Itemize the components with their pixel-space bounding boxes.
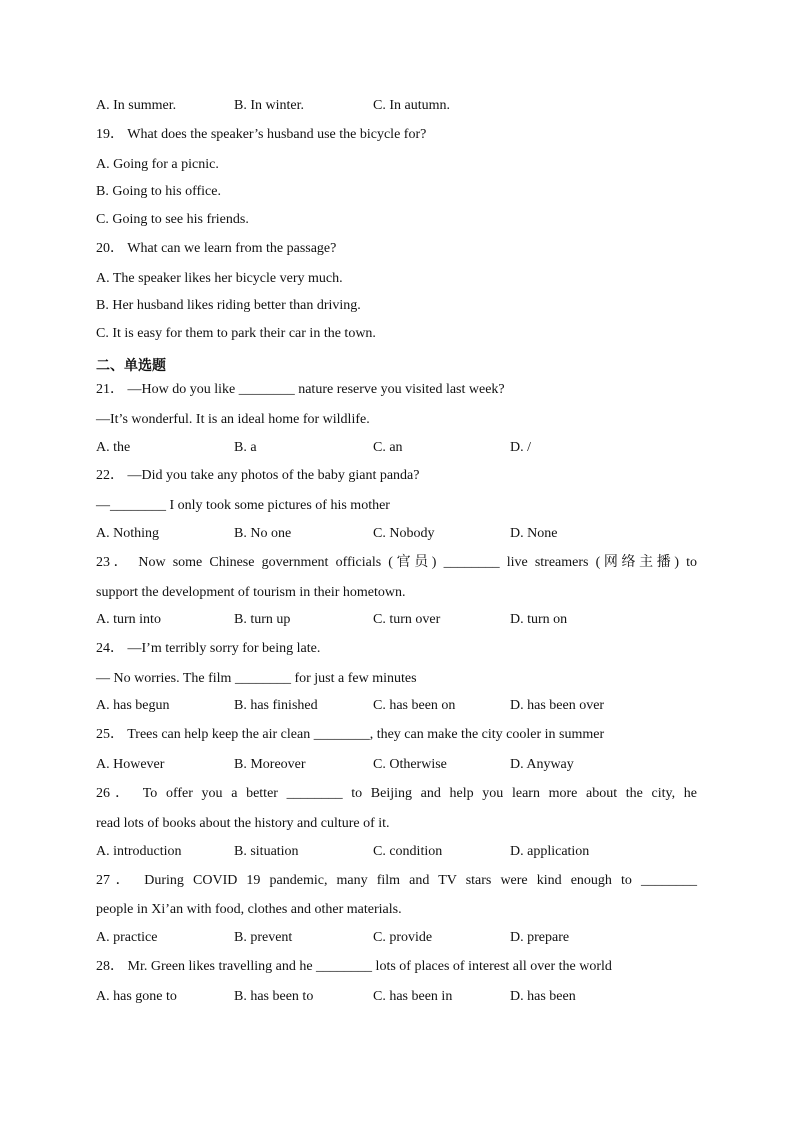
q24-line-1: 24． —I’m terribly sorry for being late. — [96, 641, 321, 656]
q20-option-b: B. Her husband likes riding better than driving. — [96, 298, 361, 313]
q22-option-b: B. No one — [234, 526, 292, 541]
q28-option-a: A. has gone to — [96, 989, 177, 1004]
q18-option-c: C. In autumn. — [373, 98, 450, 113]
q23-option-d: D. turn on — [510, 612, 568, 627]
q21-line-1: 21． —How do you like ________ nature reserve you visited last week? — [96, 382, 505, 397]
q23-line-2: support the development of tourism in their hometown. — [96, 585, 406, 600]
q27-line-1: 27． During COVID 19 pandemic, many film and TV stars were kind enough to ________ — [96, 873, 697, 888]
q26-option-b: B. situation — [234, 844, 299, 859]
q23-line-1: 23． Now some Chinese government officials (官员) ________ live streamers (网络主播) to — [96, 555, 697, 570]
q23-option-b: B. turn up — [234, 612, 291, 627]
q20-stem: 20． What can we learn from the passage? — [96, 241, 337, 256]
q28-option-c: C. has been in — [373, 989, 453, 1004]
q21-option-c: C. an — [373, 440, 403, 455]
q18-option-b: B. In winter. — [234, 98, 304, 113]
q20-option-a: A. The speaker likes her bicycle very much. — [96, 271, 343, 286]
q28-option-b: B. has been to — [234, 989, 314, 1004]
q28-option-d: D. has been — [510, 989, 576, 1004]
q24-options — [96, 697, 716, 715]
q26-line-2: read lots of books about the history and culture of it. — [96, 816, 390, 831]
q27-option-b: B. prevent — [234, 930, 293, 945]
q25-option-c: C. Otherwise — [373, 757, 447, 772]
q21-options — [96, 439, 716, 457]
q24-option-c: C. has been on — [373, 698, 456, 713]
q22-option-a: A. Nothing — [96, 526, 159, 541]
q23-option-c: C. turn over — [373, 612, 441, 627]
q22-option-d: D. None — [510, 526, 558, 541]
q26-options — [96, 843, 716, 861]
q23-option-a: A. turn into — [96, 612, 161, 627]
q27-line-2: people in Xi’an with food, clothes and other materials. — [96, 902, 402, 917]
q26-line-1: 26． To offer you a better ________ to Beijing and help you learn more about the city, he — [96, 786, 697, 801]
section-title: 二、单选题 — [96, 358, 166, 374]
q26-option-a: A. introduction — [96, 844, 182, 859]
q21-option-d: D. / — [510, 440, 531, 455]
q25-options — [96, 756, 716, 774]
q26-option-d: D. application — [510, 844, 590, 859]
q18-option-a: A. In summer. — [96, 98, 177, 113]
q27-option-a: A. practice — [96, 930, 158, 945]
q21-option-b: B. a — [234, 440, 257, 455]
q24-option-d: D. has been over — [510, 698, 605, 713]
q25-line-1: 25． Trees can help keep the air clean ________, they can make the city cooler in summer — [96, 727, 605, 742]
q27-option-c: C. provide — [373, 930, 433, 945]
q24-option-a: A. has begun — [96, 698, 170, 713]
q21-line-2: —It’s wonderful. It is an ideal home for wildlife. — [96, 412, 370, 427]
q24-option-b: B. has finished — [234, 698, 318, 713]
q22-options — [96, 525, 716, 543]
q25-option-a: A. However — [96, 757, 165, 772]
q27-option-d: D. prepare — [510, 930, 570, 945]
q19-option-b: B. Going to his office. — [96, 184, 221, 199]
q23-options — [96, 611, 716, 629]
q24-line-2: — No worries. The film ________ for just a few minutes — [96, 671, 417, 686]
q28-options — [96, 988, 716, 1006]
q22-option-c: C. Nobody — [373, 526, 435, 541]
q28-line-1: 28． Mr. Green likes travelling and he ________ lots of places of interest all over the world — [96, 959, 612, 974]
q19-option-a: A. Going for a picnic. — [96, 157, 219, 172]
q19-stem: 19． What does the speaker’s husband use the bicycle for? — [96, 127, 427, 142]
q25-option-b: B. Moreover — [234, 757, 306, 772]
q21-option-a: A. the — [96, 440, 131, 455]
q25-option-d: D. Anyway — [510, 757, 574, 772]
q27-options — [96, 929, 716, 947]
q26-option-c: C. condition — [373, 844, 443, 859]
q18-options — [96, 97, 716, 115]
q19-option-c: C. Going to see his friends. — [96, 212, 249, 227]
q22-line-2: —________ I only took some pictures of his mother — [96, 498, 390, 513]
q20-option-c: C. It is easy for them to park their car in the town. — [96, 326, 376, 341]
q22-line-1: 22． —Did you take any photos of the baby giant panda? — [96, 468, 420, 483]
